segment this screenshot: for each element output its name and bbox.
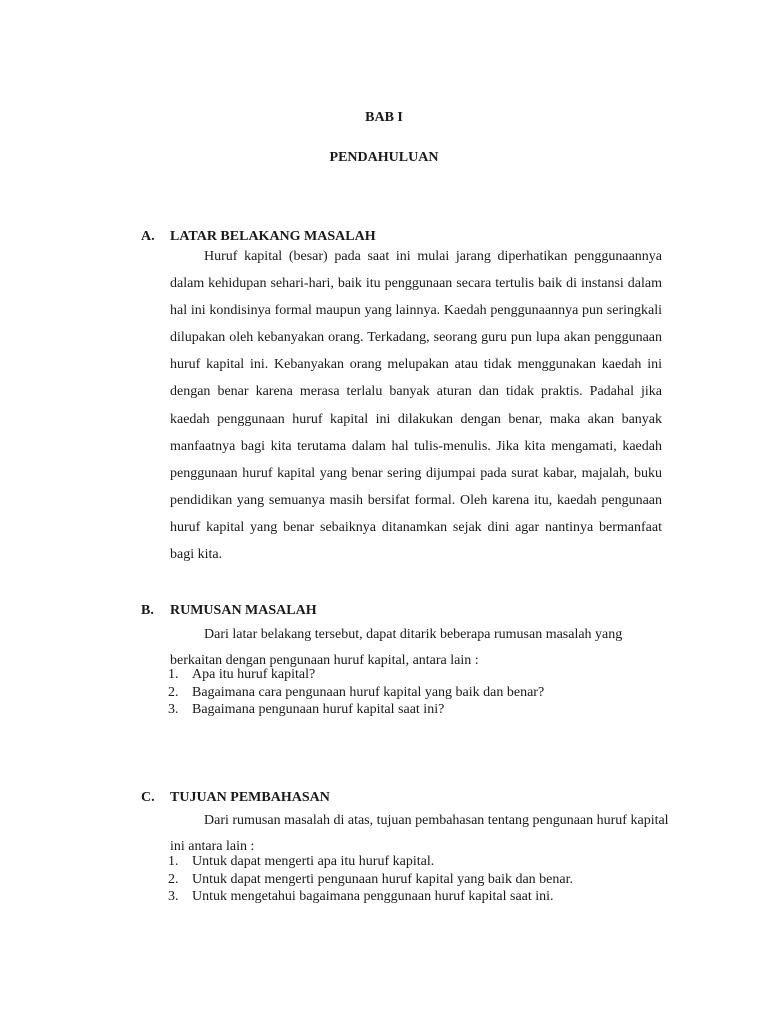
- section-title: LATAR BELAKANG MASALAH: [170, 229, 376, 244]
- section-title: RUMUSAN MASALAH: [170, 603, 317, 618]
- list-item: [168, 853, 573, 871]
- section-letter: B.: [141, 603, 154, 618]
- section-letter: C.: [141, 790, 155, 805]
- list-text: Untuk dapat mengerti pengunaan huruf kapital yang baik dan benar.: [192, 871, 573, 887]
- list-text: Bagaimana pengunaan huruf kapital saat ini?: [192, 702, 445, 717]
- list-text: Apa itu huruf kapital?: [192, 667, 316, 682]
- list-number: 2.: [168, 684, 179, 700]
- question-list: [168, 666, 544, 719]
- list-item: [168, 871, 573, 889]
- section-title: TUJUAN PEMBAHASAN: [170, 790, 330, 805]
- list-number: 2.: [168, 871, 179, 887]
- list-text: Untuk dapat mengerti apa itu huruf kapital.: [192, 854, 435, 869]
- list-item: [168, 888, 573, 906]
- chapter-subtitle: PENDAHULUAN: [329, 150, 439, 165]
- list-item: [168, 701, 544, 719]
- list-text: Untuk mengetahui bagaimana penggunaan huruf kapital saat ini.: [192, 889, 554, 904]
- list-number: 3.: [168, 889, 179, 904]
- chapter-title: BAB I: [365, 110, 403, 125]
- objective-list: [168, 853, 573, 906]
- list-number: 1.: [168, 854, 179, 869]
- section-paragraph-a: Huruf kapital (besar) pada saat ini mulai jarang diperhatikan penggunaannya dalam kehidupan sehari-hari, baik itu penggunaan secara tertulis baik di instansi dalam hal ini kondisinya formal maupun yang lainnya. Kaedah penggunaannya pun seringkali dilupakan oleh kebanyakan orang. Terkadang, seorang guru pun lupa akan penggunaan huruf kapital ini. Kebanyakan orang melupakan atau tidak menggunakan kaedah ini dengan benar karena merasa terlalu banyak aturan dan tidak praktis. Padahal jika kaedah penggunaan huruf kapital ini dilakukan dengan benar, maka akan banyak manfaatnya bagi kita terutama dalam hal tulis-menulis. Jika kita mengamati, kaedah penggunaan huruf kapital yang benar sering dijumpai pada surat kabar, majalah, buku pendidikan yang semuanya masih bersifat formal. Oleh karena itu, kaedah pengunaan huruf kapital yang benar sebaiknya ditanamkan sejak dini agar nantinya bermanfaat bagi kita.: [170, 249, 662, 563]
- list-text: Bagaimana cara pengunaan huruf kapital yang baik dan benar?: [192, 684, 545, 700]
- list-number: 3.: [168, 702, 179, 717]
- list-item: [168, 666, 544, 684]
- section-letter: A.: [141, 229, 155, 244]
- section-heading-c: [141, 790, 330, 806]
- list-number: 1.: [168, 667, 179, 682]
- section-heading-b: [141, 603, 317, 619]
- section-paragraph-b: Dari latar belakang tersebut, dapat ditarik beberapa rumusan masalah yang berkaitan dengan pengunaan huruf kapital, antara lain :: [170, 627, 623, 668]
- list-item: [168, 684, 544, 702]
- section-paragraph-c: Dari rumusan masalah di atas, tujuan pembahasan tentang pengunaan huruf kapital ini antara lain :: [170, 813, 669, 854]
